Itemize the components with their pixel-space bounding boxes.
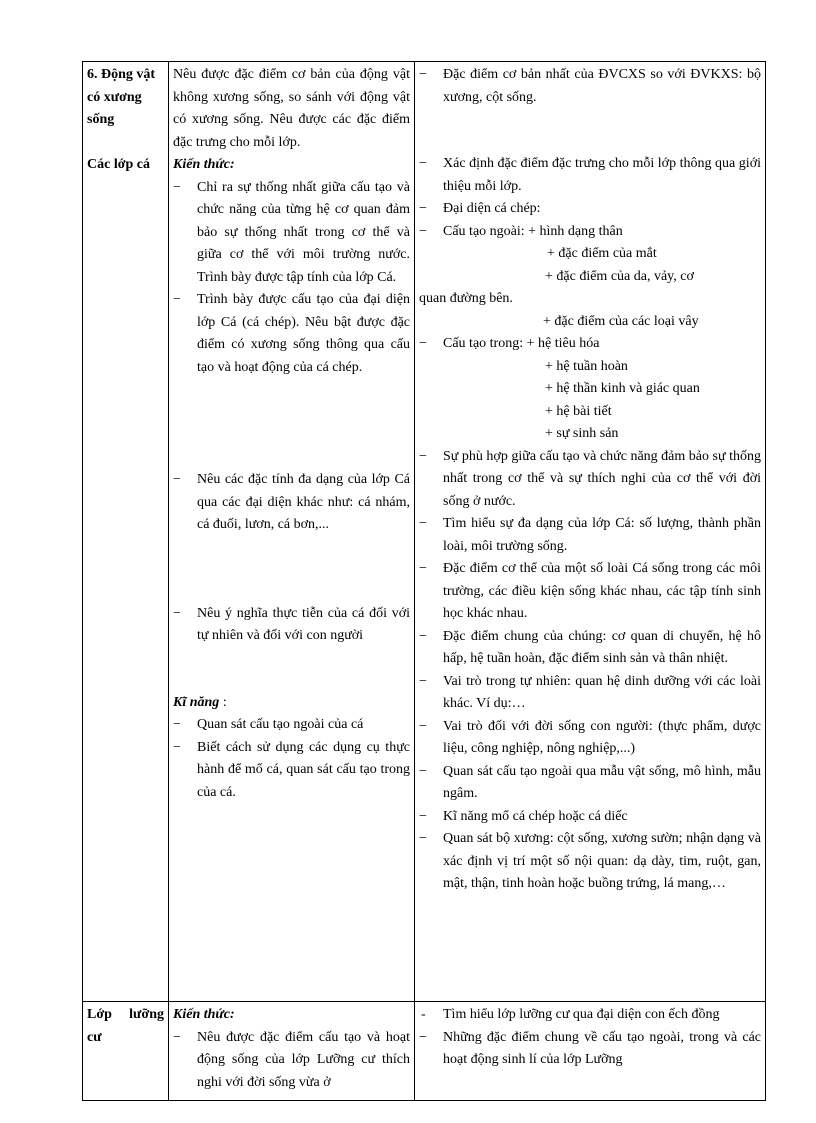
content-item: − Cấu tạo trong: + hệ tiêu hóa bbox=[419, 333, 761, 356]
skills-heading: Kĩ năng bbox=[173, 694, 220, 710]
content-item: − Quan sát cấu tạo ngoài qua mẫu vật sống, mô hình, mẫu ngâm. bbox=[419, 761, 761, 806]
content-item: − Kĩ năng mổ cá chép hoặc cá diếc bbox=[419, 806, 761, 829]
knowledge-item: − Nêu ý nghĩa thực tiễn của cá đối với tự nhiên và đối với con người bbox=[173, 603, 410, 648]
content-item: − Sự phù hợp giữa cấu tạo và chức năng đảm bảo sự thống nhất trong cơ thể và sự thích nghi của cơ thể với đời sống ở nước. bbox=[419, 446, 761, 514]
knowledge-heading: Kiến thức: bbox=[173, 1007, 235, 1022]
content-item: − Quan sát bộ xương: cột sống, xương sườn; nhận dạng và xác định vị trí một số nội quan: dạ dày, tim, ruột, gan, mật, thận, tinh hoàn hoặc buồng trứng, lá mang,… bbox=[419, 828, 761, 896]
topic-title: 6. Động vật có xương sống bbox=[87, 67, 156, 127]
content-subitem: + hệ tuần hoàn bbox=[545, 358, 628, 374]
curriculum-table bbox=[82, 61, 766, 1101]
knowledge-item: − Nêu được đặc điểm cấu tạo và hoạt động sống của lớp Lưỡng cư thích nghi với đời sống vừa ở bbox=[173, 1027, 410, 1095]
content-item: − Cấu tạo ngoài: + hình dạng thân bbox=[419, 221, 761, 244]
knowledge-item: − Nêu các đặc tính đa dạng của lớp Cá qua các đại diện khác như: cá nhám, cá đuối, lươn, cá bơn,... bbox=[173, 469, 410, 537]
content-item: - Tìm hiểu lớp lưỡng cư qua đại diện con ếch đồng bbox=[419, 1004, 761, 1027]
skills-heading-line bbox=[173, 692, 410, 715]
content-item: − Những đặc điểm chung về cấu tạo ngoài, trong và các hoạt động sinh lí của lớp Lưỡng bbox=[419, 1027, 761, 1072]
content-item: − Đại diện cá chép: bbox=[419, 198, 761, 221]
topic-subtitle: Các lớp cá bbox=[87, 156, 150, 172]
topic-title: Lớp lưỡng cư bbox=[87, 1007, 164, 1045]
knowledge-heading: Kiến thức: bbox=[173, 157, 235, 172]
content-subitem: + sự sinh sản bbox=[545, 426, 619, 441]
content-cell bbox=[415, 62, 766, 1002]
skills-colon: : bbox=[219, 694, 227, 710]
content-item: − Vai trò trong tự nhiên: quan hệ dinh dưỡng với các loài khác. Ví dụ:… bbox=[419, 671, 761, 716]
topic-cell bbox=[83, 1002, 169, 1101]
content-item: − Đặc điểm cơ bản nhất của ĐVCXS so với ĐVKXS: bộ xương, cột sống. bbox=[419, 64, 761, 109]
knowledge-item: − Chỉ ra sự thống nhất giữa cấu tạo và chức năng của từng hệ cơ quan đảm bảo sự thống nhất trong cơ thể và giữa cơ thể với môi trường nước. Trình bày được tập tính của lớp Cá. bbox=[173, 177, 410, 290]
objectives-cell bbox=[169, 62, 415, 1002]
intro-text: Nêu được đặc điểm cơ bản của động vật không xương sống, so sánh với động vật có xương sống. Nêu được các đặc điểm đặc trưng cho mỗi lớp. bbox=[173, 67, 410, 150]
content-subitem: quan đường bên. bbox=[419, 291, 513, 306]
content-subitem: + đặc điểm của da, vảy, cơ bbox=[545, 268, 694, 284]
content-subitem: + hệ thần kinh và giác quan bbox=[545, 381, 700, 396]
content-cell bbox=[415, 1002, 766, 1101]
topic-cell bbox=[83, 62, 169, 1002]
table-row-fish bbox=[83, 62, 766, 1002]
content-item: − Đặc điểm cơ thể của một số loài Cá sống trong các môi trường, các điều kiện sống khác nhau, các tập tính sinh học khác nhau. bbox=[419, 558, 761, 626]
content-item: − Tìm hiểu sự đa dạng của lớp Cá: số lượng, thành phần loài, môi trường sống. bbox=[419, 513, 761, 558]
table-row-amphibian bbox=[83, 1002, 766, 1101]
content-item: − Xác định đặc điểm đặc trưng cho mỗi lớp thông qua giới thiệu mỗi lớp. bbox=[419, 153, 761, 198]
content-subitem: + hệ bài tiết bbox=[545, 403, 612, 419]
knowledge-item: − Trình bày được cấu tạo của đại diện lớp Cá (cá chép). Nêu bật được đặc điểm có xương sống thông qua cấu tạo và hoạt động của cá chép. bbox=[173, 289, 410, 379]
content-subitem: + đặc điểm của các loại vây bbox=[543, 313, 699, 329]
skill-item: − Quan sát cấu tạo ngoài của cá bbox=[173, 714, 410, 737]
content-item: − Vai trò đối với đời sống con người: (thực phẩm, dược liệu, công nghiệp, nông nghiệp,...) bbox=[419, 716, 761, 761]
content-subitem: + đặc điểm của mắt bbox=[547, 246, 657, 261]
objectives-cell bbox=[169, 1002, 415, 1101]
skill-item: − Biết cách sử dụng các dụng cụ thực hành để mổ cá, quan sát cấu tạo trong của cá. bbox=[173, 737, 410, 805]
content-item: − Đặc điểm chung của chúng: cơ quan di chuyển, hệ hô hấp, hệ tuần hoàn, đặc điểm sinh sản và thân nhiệt. bbox=[419, 626, 761, 671]
